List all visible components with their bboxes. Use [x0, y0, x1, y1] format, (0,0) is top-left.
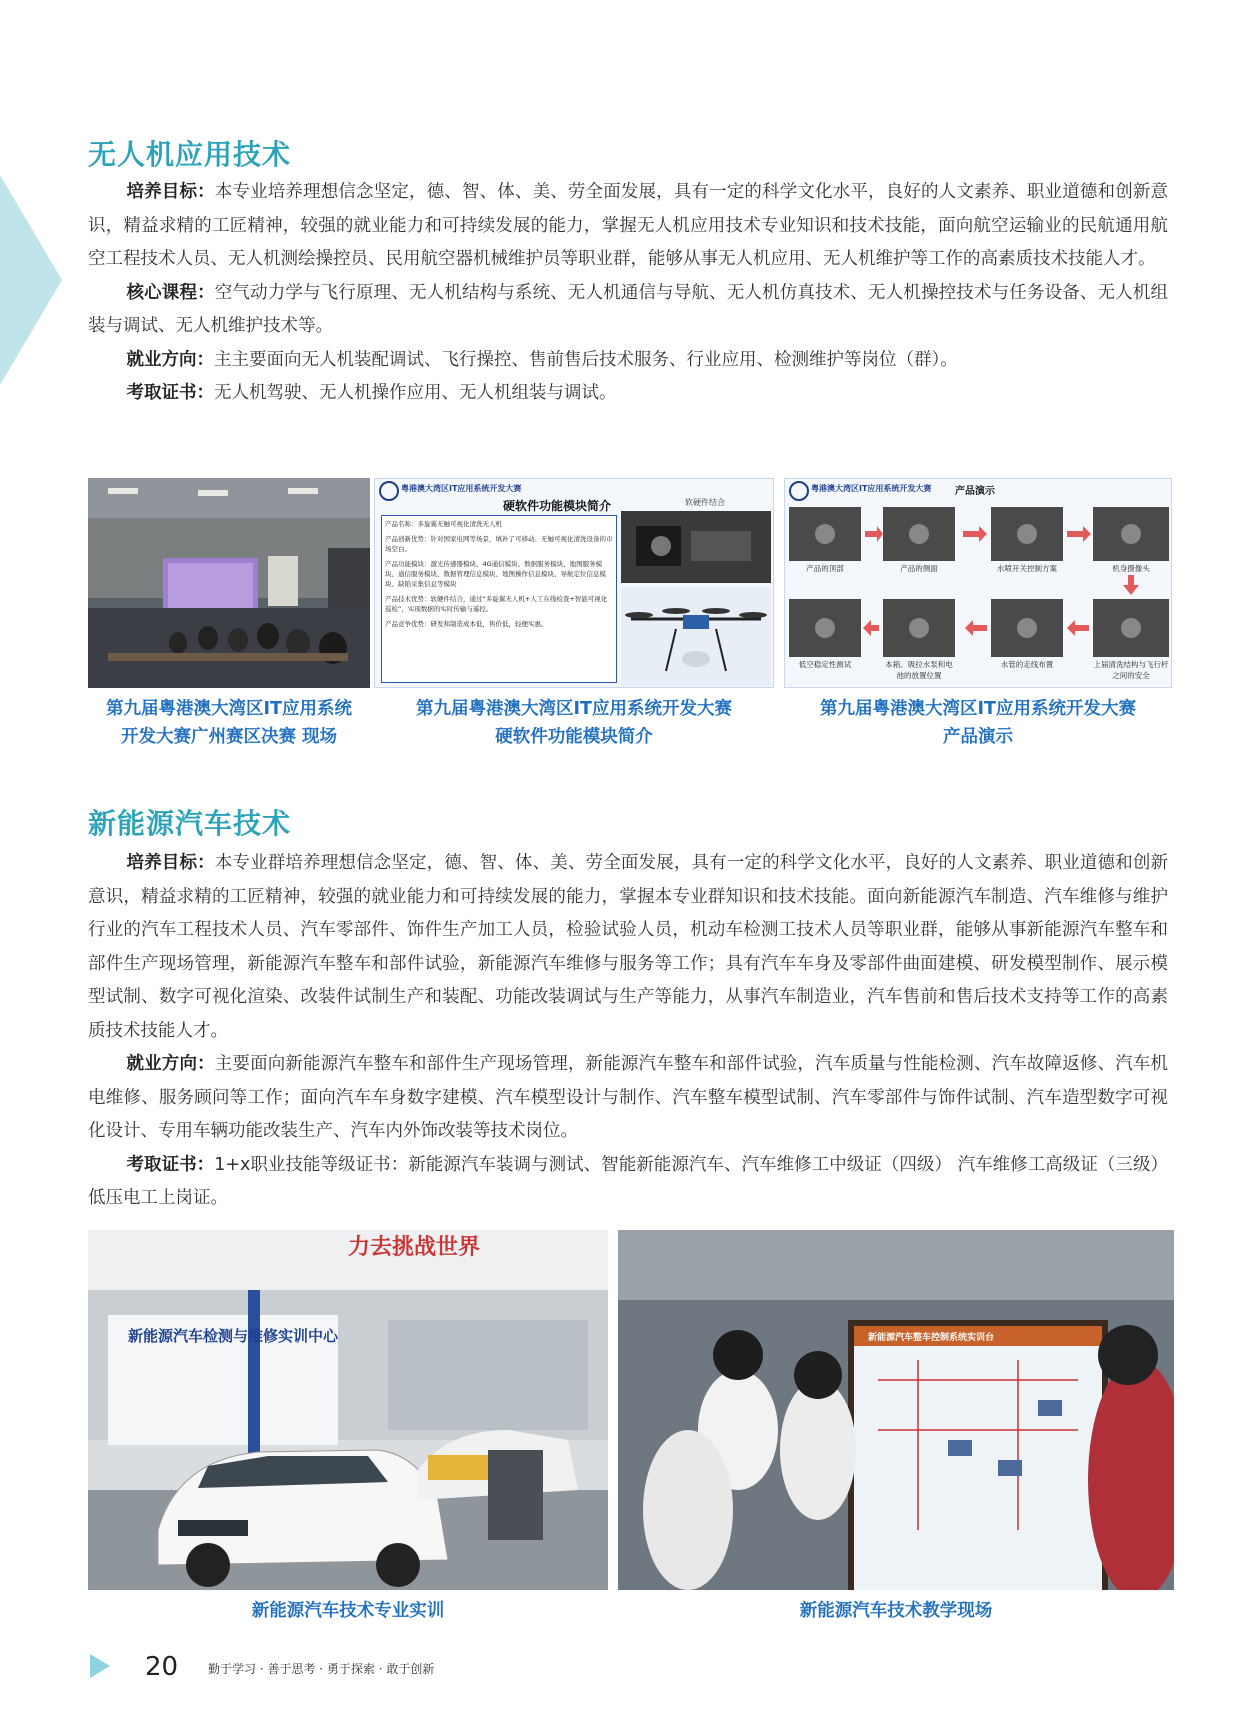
course-paragraph — [88, 277, 1168, 344]
demo-step-label: 本箱、吸拉水泵和电池的放置位置 — [885, 660, 953, 680]
caption-competition-venue — [88, 695, 370, 751]
board-title: 新能源汽车整车控制系统实训台 — [868, 1333, 995, 1343]
goal-paragraph — [88, 176, 1168, 277]
ev-training-illustration — [88, 1230, 608, 1590]
slide-line: 产品功能模块：激光传感器模块、4G通信模块、数据服务模块、地图服务模块、通信服务模块、数据管理信息模块、地图操作信息模块、导航定位信息模块、缺陷采集信息等模块 — [385, 560, 606, 588]
demo-step-label: 机身摄像头 — [1112, 564, 1150, 573]
job-text: 主主要面向无人机装配调试、飞行操控、售前售后技术服务、行业应用、检测维护等岗位（群）。 — [214, 349, 958, 370]
photo-ev-training — [88, 1230, 608, 1590]
job-text: 主要面向新能源汽车整车和部件生产现场管理，新能源汽车整车和部件试验，汽车质量与性能检测、汽车故障返修、汽车机电维修、服务顾问等工作；面向汽车车身数字建模、汽车模型设计与制作、汽车整车模型试制、汽车零部件与饰件试制、汽车造型数字可视化设计、专用车辆功能改装生产、汽车内外饰改装等技术岗位。 — [88, 1054, 1169, 1141]
section2-body — [88, 847, 1168, 1216]
demo-step-label: 产品的侧面 — [900, 564, 938, 573]
cert-text: 1+x职业技能等级证书：新能源汽车装调与测试、智能新能源汽车、汽车维修工中级证（四级） 汽车维修工高级证（三级） 低压电工上岗证。 — [88, 1154, 1169, 1208]
caption-hardware-software — [374, 695, 774, 751]
demo-step-label: 低空稳定性测试 — [798, 660, 852, 669]
demo-step-label: 产品的顶部 — [806, 564, 844, 573]
caption-line-1: 第九届粤港澳大湾区IT应用系统开发大赛 — [820, 699, 1136, 719]
cert-text: 无人机驾驶、无人机操作应用、无人机组装与调试。 — [214, 383, 617, 403]
slide-product-demo — [784, 478, 1172, 688]
caption-line-1: 第九届粤港澳大湾区IT应用系统开发大赛 — [416, 699, 732, 719]
demo-grid — [785, 479, 1172, 688]
ev-teaching-illustration — [618, 1230, 1174, 1590]
slide-title: 产品演示 — [955, 486, 995, 497]
caption-line-2: 产品演示 — [943, 727, 1013, 747]
job-paragraph — [88, 1048, 1168, 1149]
job-paragraph — [88, 344, 1168, 378]
cert-paragraph — [88, 377, 1168, 411]
slide-header: 粤港澳大湾区IT应用系统开发大赛 — [811, 484, 932, 493]
caption-ev-training: 新能源汽车技术专业实训 — [251, 1601, 445, 1621]
cert-label: 考取证书： — [126, 383, 214, 403]
demo-step-label: 上届清洗结构与飞行杆之间的安全 — [1093, 660, 1169, 680]
slide-line: 产品创新优势：针对国家电网等场景，填补了可移动、无触可视化清洗设备的市场空白。 — [385, 535, 613, 553]
play-icon — [90, 1654, 110, 1678]
demo-step-label: 水喷开关控制方案 — [997, 564, 1057, 573]
footer-slogan: 勤于学习 · 善于思考 · 勇于探索 · 敢于创新 — [208, 1662, 435, 1676]
caption-ev-teaching: 新能源汽车技术教学现场 — [799, 1601, 993, 1621]
cert-label: 考取证书： — [126, 1154, 215, 1175]
banner-text: 力去挑战世界 — [348, 1234, 481, 1260]
caption-product-demo — [784, 695, 1172, 751]
photo-competition-venue — [88, 478, 370, 688]
section1-body — [88, 176, 1168, 411]
slide-logo-icon — [379, 481, 399, 501]
job-label: 就业方向： — [126, 349, 214, 370]
slide-title: 硬软件功能模块简介 — [503, 499, 612, 513]
section-title-ev: 新能源汽车技术 — [88, 807, 292, 840]
cert-paragraph — [88, 1149, 1168, 1216]
caption-line-2: 硬软件功能模块简介 — [495, 727, 653, 747]
page-number: 20 — [145, 1652, 179, 1682]
drone-photos — [621, 511, 771, 686]
slide-header: 粤港澳大湾区IT应用系统开发大赛 — [401, 484, 522, 493]
venue-illustration — [88, 478, 370, 688]
goal-label: 培养目标： — [126, 853, 215, 873]
slide-hardware-software — [374, 478, 774, 688]
decorative-triangle — [0, 175, 62, 385]
job-label: 就业方向： — [126, 1054, 215, 1074]
slide-line: 产品竞争优势：研发和制造成本低，售价低，轻便实惠。 — [385, 620, 548, 628]
goal-text: 本专业培养理想信念坚定，德、智、体、美、劳全面发展，具有一定的科学文化水平，良好的人文素养、职业道德和创新意识，精益求精的工匠精神，较强的就业能力和可持续发展的能力，掌握无人机应用技术专业知识和技术技能，面向航空运输业的民航通用航空工程技术人员、无人机测绘操控员、民用航空器机械维护员等职业群，能够从事无人机应用、无人机维护等工作的高素质技术技能人才。 — [88, 182, 1169, 269]
slide-line: 产品技术优势：软硬件结合，通过“多旋翼无人机+人工在线检查+智能可视化巡检”，实现数据的实时传输与遥控。 — [385, 595, 608, 613]
slide-line: 产品名称：多旋翼无触可视化清洗无人机 — [385, 520, 502, 528]
goal-paragraph — [88, 847, 1168, 1048]
goal-label: 培养目标： — [126, 182, 215, 202]
training-center-sign: 新能源汽车检测与维修实训中心 — [128, 1327, 339, 1345]
caption-line-1: 第九届粤港澳大湾区IT应用系统 — [106, 699, 352, 719]
slide-sub: 软硬件结合 — [685, 498, 725, 507]
course-label: 核心课程： — [126, 282, 215, 303]
course-text: 空气动力学与飞行原理、无人机结构与系统、无人机通信与导航、无人机仿真技术、无人机操控技术与任务设备、无人机组装与调试、无人机维护技术等。 — [88, 282, 1169, 336]
demo-step-label: 水管的走线布置 — [1000, 660, 1054, 669]
caption-line-2: 开发大赛广州赛区决赛 现场 — [120, 727, 338, 747]
goal-text: 本专业群培养理想信念坚定，德、智、体、美、劳全面发展，具有一定的科学文化水平，良好的人文素养、职业道德和创新意识，精益求精的工匠精神，较强的就业能力和可持续发展的能力，掌握本专业群知识和技术技能。面向新能源汽车制造、汽车维修与维护行业的汽车工程技术人员、汽车零部件、饰件生产加工人员，检验试验人员，机动车检测工技术人员等职业群，能够从事新能源汽车整车和部件生产现场管理，新能源汽车整车和部件试验，新能源汽车维修与服务等工作；具有汽车车身及零部件曲面建模、研发模型制作、展示模型试制、数字可视化渲染、改装件试制生产和装配、功能改装调试与生产等能力，从事汽车制造业，汽车售前和售后技术支持等工作的高素质技术技能人才。 — [88, 853, 1169, 1041]
photo-ev-teaching — [618, 1230, 1174, 1590]
slide-text-box — [381, 515, 617, 683]
section-title-drone: 无人机应用技术 — [88, 138, 292, 171]
